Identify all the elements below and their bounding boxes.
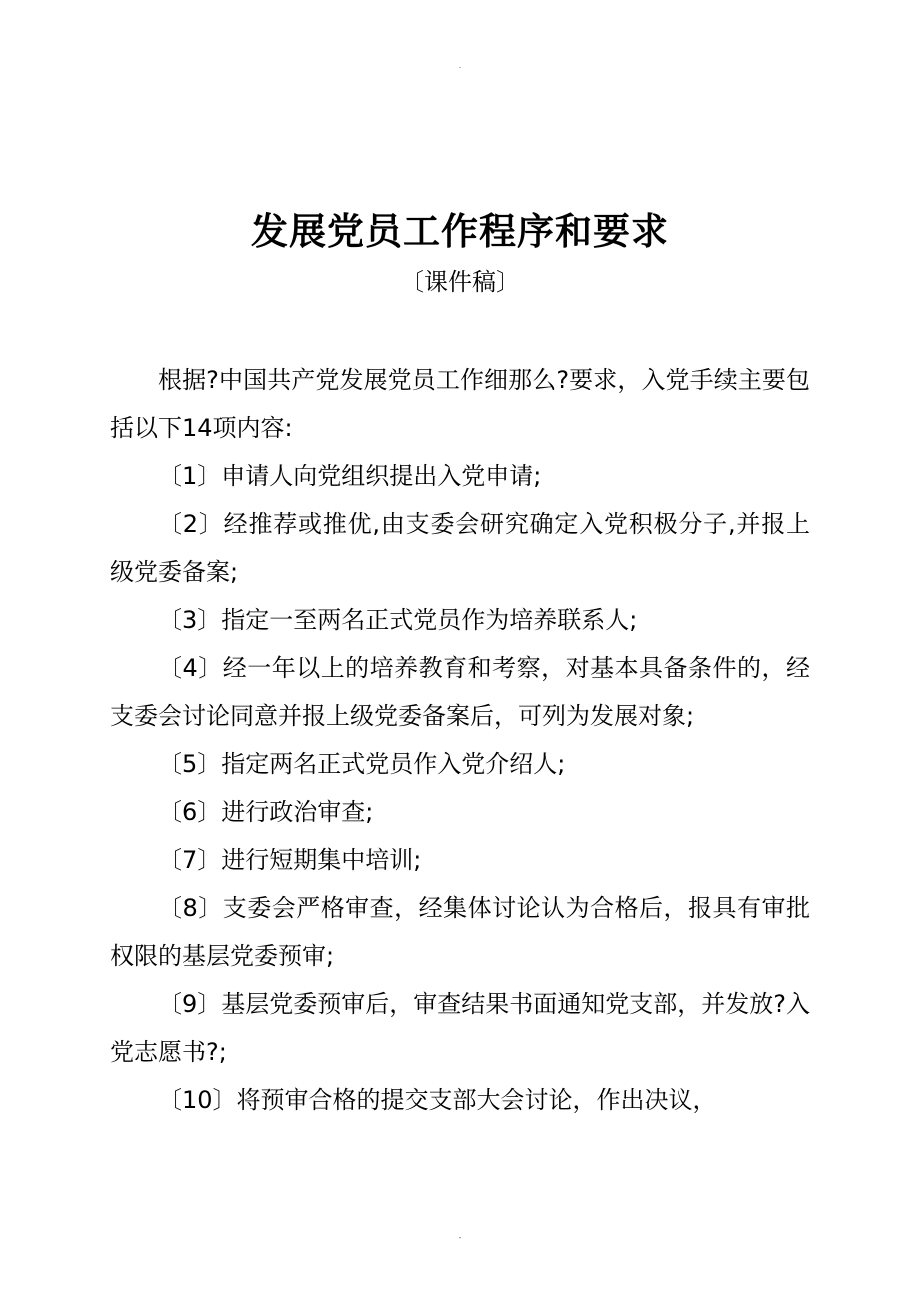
step-4: 〔4〕经一年以上的培养教育和考察，对基本具备条件的，经支委会讨论同意并报上级党委备案后，可列为发展对象; [110, 654, 810, 730]
document-subtitle: 〔课件稿〕 [400, 268, 520, 296]
step-1: 〔1〕申请人向党组织提出入党申请; [158, 462, 542, 490]
intro-paragraph: 根据?中国共产党发展党员工作细那么?要求，入党手续主要包括以下14项内容: [110, 366, 810, 442]
step-6: 〔6〕进行政治审查; [158, 798, 374, 826]
step-7: 〔7〕进行短期集中培训; [158, 846, 422, 874]
step-9: 〔9〕基层党委预审后，审查结果书面通知党支部，并发放?入党志愿书?; [110, 990, 811, 1066]
step-10: 〔10〕将预审合格的提交支部大会讨论，作出决议， [158, 1086, 717, 1114]
step-8: 〔8〕支委会严格审查，经集体讨论认为合格后，报具有审批权限的基层党委预审; [110, 894, 810, 970]
page-bottom-mark: - [458, 1233, 462, 1242]
step-2: 〔2〕经推荐或推优,由支委会研究确定入党积极分子,并报上级党委备案; [110, 510, 810, 586]
page-top-mark: . [458, 61, 462, 70]
document-body [110, 356, 810, 1124]
step-5: 〔5〕指定两名正式党员作入党介绍人; [158, 750, 566, 778]
step-3: 〔3〕指定一至两名正式党员作为培养联系人; [158, 606, 638, 634]
document-title: 发展党员工作程序和要求 [251, 210, 669, 253]
